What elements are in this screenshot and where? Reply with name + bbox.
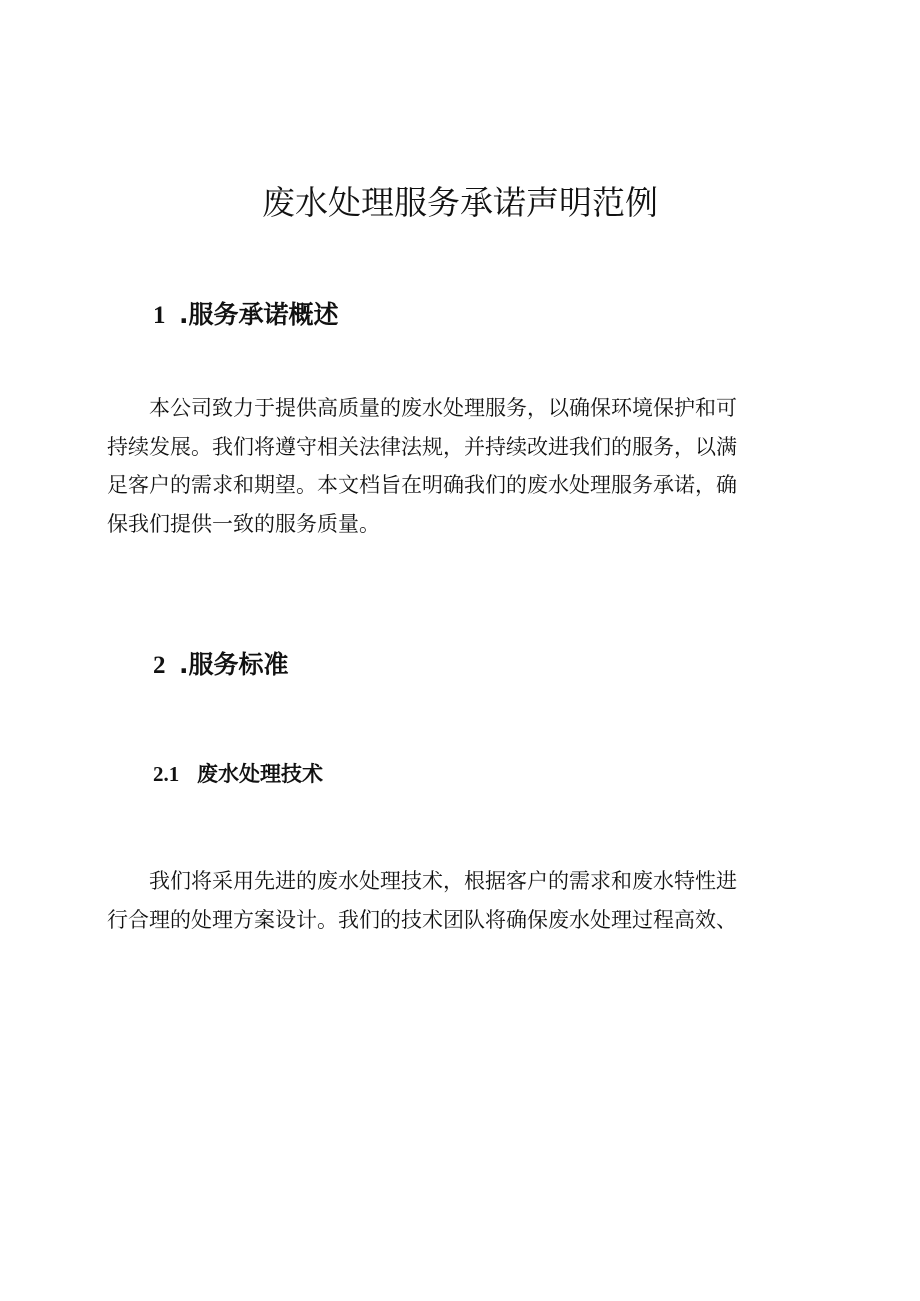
paragraph-line: 保我们提供一致的服务质量。 [107, 511, 380, 536]
subsection-heading [153, 759, 323, 789]
paragraph-line: 我们将采用先进的废水处理技术，根据客户的需求和废水特性进 [107, 869, 737, 893]
paragraph-line: 本公司致力于提供高质量的废水处理服务，以确保环境保护和可 [107, 396, 737, 420]
paragraph-line: 行合理的处理方案设计。我们的技术团队将确保废水处理过程高效、 [107, 907, 737, 932]
section-heading [153, 647, 289, 684]
section-heading [153, 297, 339, 334]
section-title: .服务承诺概述 [179, 300, 339, 329]
paragraph [107, 389, 807, 543]
subsection-title: 废水处理技术 [197, 762, 323, 786]
section-title: .服务标准 [179, 650, 289, 679]
section-number: 1 [153, 302, 166, 329]
subsection-number: 2.1 [153, 762, 180, 786]
paragraph [107, 862, 807, 939]
document-title: 废水处理服务承诺声明范例 [262, 183, 658, 222]
paragraph-line: 持续发展。我们将遵守相关法律法规，并持续改进我们的服务，以满 [107, 434, 737, 459]
section-number: 2 [153, 652, 166, 679]
paragraph-line: 足客户的需求和期望。本文档旨在明确我们的废水处理服务承诺，确 [107, 473, 737, 497]
